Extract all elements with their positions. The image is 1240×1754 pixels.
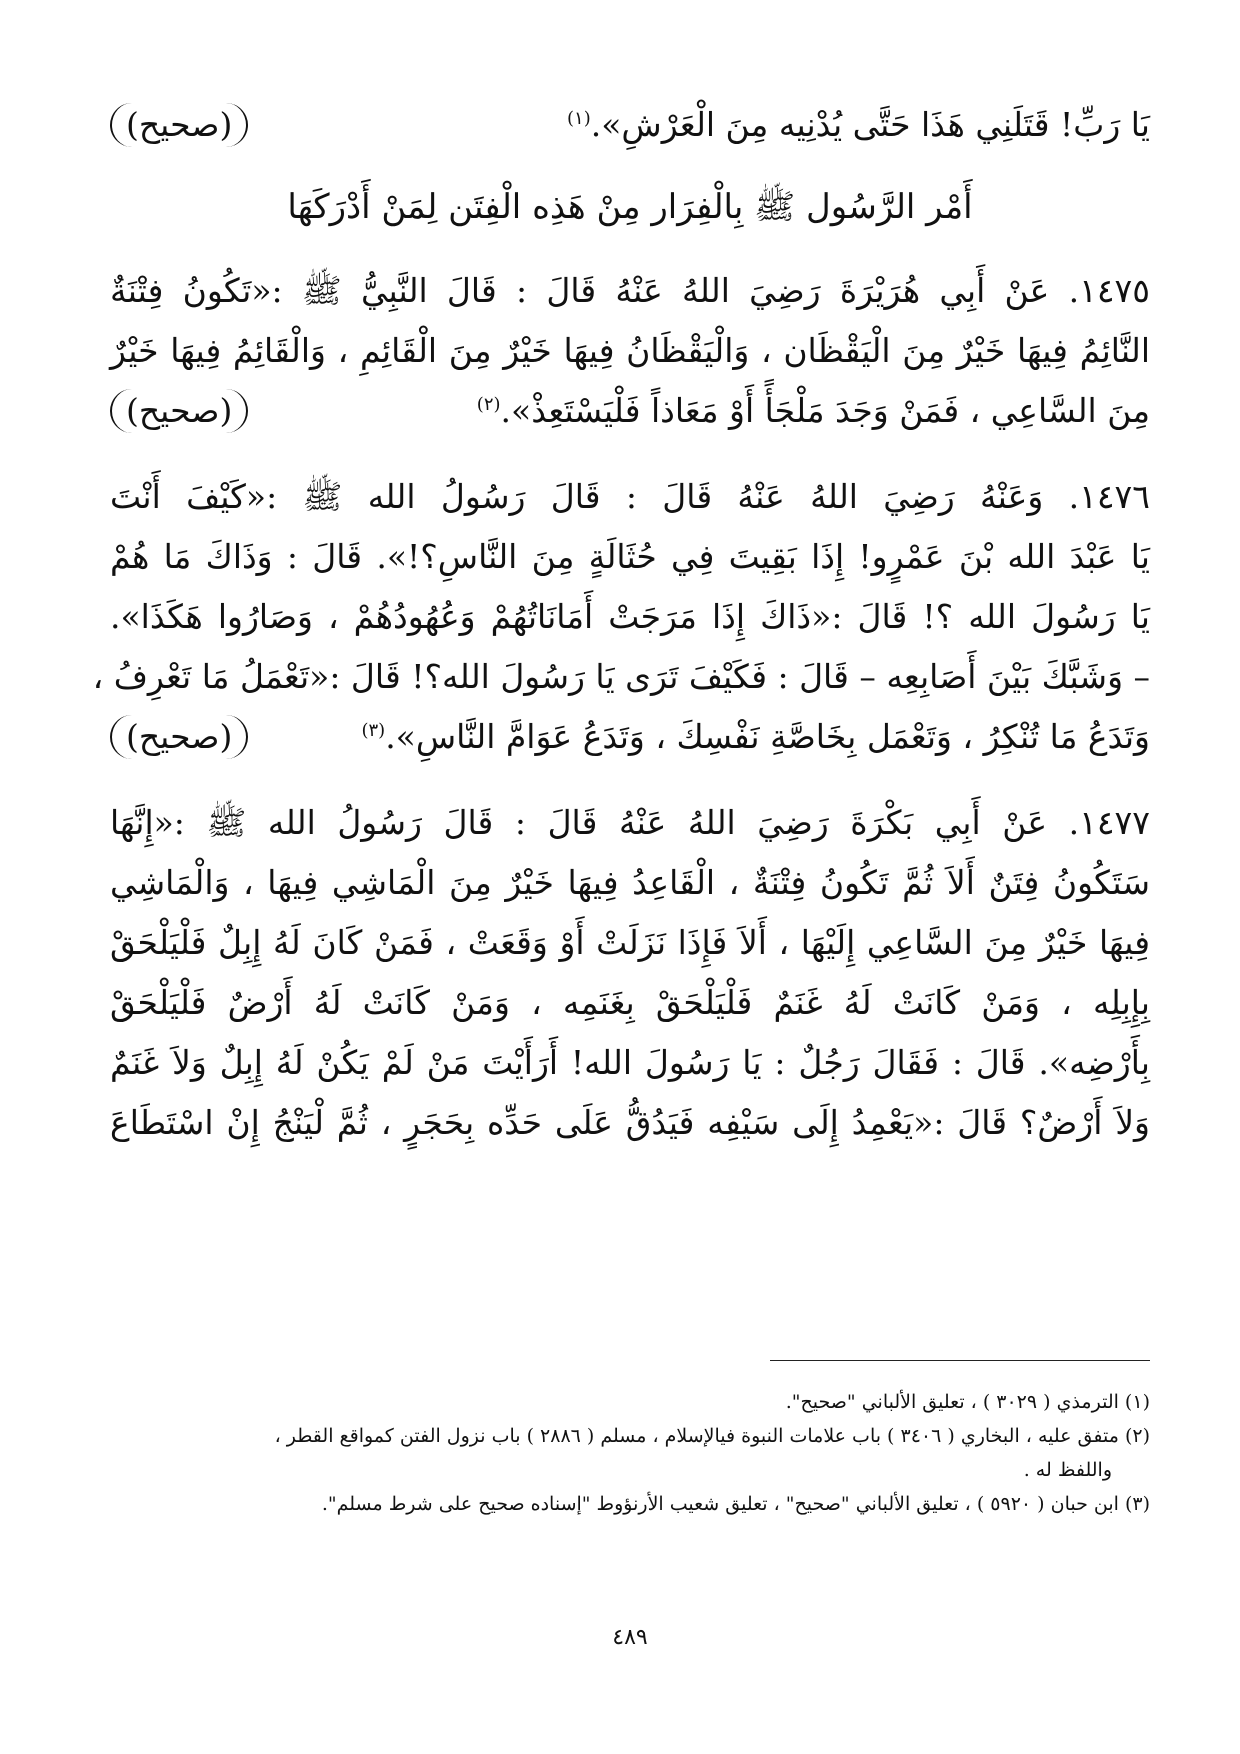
grade-badge: (صحيح) (110, 389, 248, 433)
hadith-line: يَا عَبْدَ الله بْنَ عَمْرٍو! إِذَا بَقِيتَ فِي حُثَالَةٍ مِنَ النَّاسِ؟!». قَالَ : وَذَاكَ مَا هُمْ (110, 537, 1150, 576)
top-continuation-line (110, 95, 1150, 155)
hadith-line: سَتَكُونُ فِتَنٌ أَلاَ ثُمَّ تَكُونُ فِتْنَةٌ ، الْقَاعِدُ فِيهَا خَيْرٌ مِنَ الْمَاشِي فِيهَا ، وَالْمَاشِي (110, 863, 1150, 902)
hadith-line: بِأَرْضِه». قَالَ : فَقَالَ رَجُلٌ : يَا رَسُولَ الله! أَرَأَيْتَ مَنْ لَمْ يَكُنْ لَهُ إِبِلٌ وَلاَ غَنَمٌ (110, 1043, 1150, 1082)
hadith-line: النَّائِمُ فِيهَا خَيْرٌ مِنَ الْيَقْظَان ، وَالْيَقْظَانُ فِيهَا خَيْرٌ مِنَ الْقَائِمِ ، وَالْقَائِمُ فِيهَا خَيْرٌ (110, 331, 1150, 370)
page-body (92, 95, 1150, 1650)
top-text: يَا رَبِّ! قَتَلَنِي هَذَا حَتَّى يُدْنِيه مِنَ الْعَرْشِ». (590, 105, 1150, 144)
hadith-number: ١٤٧٦. (1068, 477, 1150, 516)
section-heading: أَمْر الرَّسُول ﷺ بِالْفِرَار مِنْ هَذِه الْفِتَن لِمَنْ أَدْرَكَهَا (287, 187, 973, 227)
hadith-text: وَعَنْهُ رَضِيَ اللهُ عَنْهُ قَالَ : قَالَ رَسُولُ الله ﷺ :«كَيْفَ أَنْتَ (110, 477, 1044, 516)
hadith-text: عَنْ أَبِي بَكْرَةَ رَضِيَ اللهُ عَنْهُ قَالَ : قَالَ رَسُولُ الله ﷺ :«إِنَّهَا (110, 803, 1048, 842)
hadith-line: وَلاَ أَرْضٌ؟ قَالَ :«يَعْمِدُ إِلَى سَيْفِه فَيَدُقُّ عَلَى حَدِّه بِحَجَرٍ ، ثُمَّ لْيَنْجُ إِنْ اسْتَطَاعَ (110, 1103, 1150, 1142)
hadith-line: فِيهَا خَيْرٌ مِنَ السَّاعِي إِلَيْهَا ، أَلاَ فَإِذَا نَزَلَتْ أَوْ وَقَعَتْ ، فَمَنْ كَانَ لَهُ إِبِلٌ فَلْيَلْحَقْ (110, 923, 1150, 962)
hadith-1476 (92, 467, 1150, 767)
hadith-line: بِإِبِلِه ، وَمَنْ كَانَتْ لَهُ غَنَمٌ فَلْيَلْحَقْ بِغَنَمِه ، وَمَنْ كَانَتْ لَهُ أَرْضٌ فَلْيَلْحَقْ (110, 983, 1150, 1022)
hadith-text: مِنَ السَّاعِي ، فَمَنْ وَجَدَ مَلْجَأً أَوْ مَعَاذاً فَلْيَسْتَعِذْ». (500, 391, 1150, 430)
footnote-ref-1[interactable]: (١) (567, 108, 591, 129)
hadith-last-text-wrap (477, 381, 1150, 441)
top-text-wrap (567, 95, 1150, 155)
hadith-last-line (110, 707, 1150, 767)
hadith-last-line (110, 381, 1150, 441)
hadith-1477 (110, 793, 1150, 1153)
hadith-line (110, 261, 1150, 321)
footnote-3: (٣) ابن حبان ( ٥٩٢٠ ) ، تعليق الألباني "صحيح" ، تعليق شعيب الأرنؤوط "إسناده صحيح على شرط مسلم". (321, 1493, 1150, 1515)
footnote-ref-2[interactable]: (٢) (476, 394, 501, 415)
hadith-line (110, 467, 1150, 527)
footnote-1: (١) الترمذي ( ٣٠٢٩ ) ، تعليق الألباني "صحيح". (785, 1391, 1150, 1413)
grade-badge: (صحيح) (110, 103, 248, 147)
hadith-line: – وَشَبَّكَ بَيْنَ أَصَابِعِه – قَالَ : فَكَيْفَ تَرَى يَا رَسُولَ الله؟! قَالَ :«تَعْمَلُ مَا تَعْرِفُ ، (92, 657, 1150, 696)
grade-badge: (صحيح) (110, 715, 248, 759)
hadith-line (110, 793, 1150, 853)
footnotes (110, 1385, 1150, 1521)
footnote-2-continuation: واللفظ له . (1023, 1459, 1112, 1481)
hadith-number: ١٤٧٧. (1068, 803, 1150, 842)
hadith-number: ١٤٧٥. (1068, 271, 1150, 310)
hadith-text: عَنْ أَبِي هُرَيْرَةَ رَضِيَ اللهُ عَنْهُ قَالَ : قَالَ النَّبِيُّ ﷺ :«تَكُونُ فِتْنَةٌ (110, 271, 1050, 310)
hadith-text: وَتَدَعُ مَا تُنْكِرُ ، وَتَعْمَل بِخَاصَّةِ نَفْسِكَ ، وَتَدَعُ عَوَامَّ النَّاسِ». (385, 717, 1150, 756)
footnote-2: (٢) متفق عليه ، البخاري ( ٣٤٠٦ ) باب علامات النبوة فيالإسلام ، مسلم ( ٢٨٨٦ ) باب نزول الفتن كمواقع القطر ، (274, 1425, 1150, 1447)
hadith-last-text-wrap (361, 707, 1150, 767)
hadith-line: يَا رَسُولَ الله ؟! قَالَ :«ذَاكَ إِذَا مَرَجَتْ أَمَانَاتُهُمْ وَعُهُودُهُمْ ، وَصَارُوا هَكَذَا». (110, 597, 1150, 636)
footnote-ref-3[interactable]: (٣) (361, 720, 386, 741)
footnote-separator (770, 1360, 1150, 1361)
hadith-1475 (110, 261, 1150, 441)
page-number: ٤٨٩ (612, 1625, 648, 1650)
